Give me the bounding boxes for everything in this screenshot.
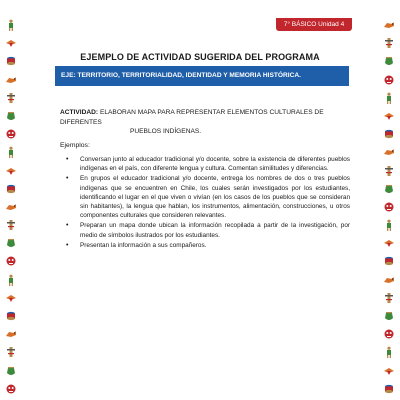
pot-icon [5, 364, 17, 376]
figure-icon [383, 345, 395, 357]
examples-heading: Ejemplos: [60, 142, 90, 149]
list-item-text: En grupos el educador tradicional y/o docente, entrega los nombres de dos o tres pueblos indígenas que se encuentren en Chile, los cuales serán investigados por los estudiantes, identificando el lugar en el que viven o vivían (en los casos de los pueblos que se consideran sin habitantes), la lengua que hablan, los instrumentos, alimentación, construcciones, u otros componentes culturales que consideren relevantes. [80, 175, 350, 220]
fox-icon [383, 18, 395, 30]
pot-icon [383, 309, 395, 321]
fox-icon [5, 200, 17, 212]
eje-banner: EJE: TERRITORIO, TERRITORIALIDAD, IDENTIDAD Y MEMORIA HISTÓRICA. [55, 66, 349, 86]
bird-icon [5, 164, 17, 176]
pot-icon [5, 236, 17, 248]
bullet-icon: • [66, 222, 69, 230]
drum-icon [383, 382, 395, 394]
drum-icon [383, 127, 395, 139]
pot-icon [5, 109, 17, 121]
drum-icon [5, 54, 17, 66]
fox-icon [383, 273, 395, 285]
totem-icon [383, 36, 395, 48]
fox-icon [383, 145, 395, 157]
totem-icon [5, 345, 17, 357]
mask-icon [383, 200, 395, 212]
list-item [60, 174, 350, 220]
drum-icon [5, 309, 17, 321]
figure-icon [5, 145, 17, 157]
figure-icon [383, 218, 395, 230]
activity-title-line2: PUEBLOS INDÍGENAS. [130, 128, 202, 135]
drum-icon [383, 254, 395, 266]
bullet-icon: • [66, 156, 69, 163]
mask-icon [5, 127, 17, 139]
mask-icon [5, 382, 17, 394]
fox-icon [5, 327, 17, 339]
activity-title-line1: ELABORAN MAPA PARA REPRESENTAR ELEMENTOS CULTURALES DE DIFERENTES [60, 109, 324, 126]
list-item [60, 241, 350, 250]
activity-label: ACTIVIDAD: [60, 109, 99, 116]
list-item-text: Preparan un mapa donde ubican la información recopilada a partir de la investigación, por medio de símbolos ilustrados por los estudiantes. [80, 222, 350, 239]
totem-icon [5, 91, 17, 103]
list-item [60, 221, 350, 239]
list-item [60, 155, 350, 173]
bullet-icon: • [66, 241, 69, 249]
bullet-icon: • [66, 175, 69, 183]
bird-icon [383, 364, 395, 376]
activity-block [60, 108, 350, 137]
right-decorative-border [380, 18, 398, 394]
list-item-text: Presentan la información a sus compañeros. [80, 241, 207, 249]
left-decorative-border [2, 18, 20, 394]
totem-icon [5, 218, 17, 230]
figure-icon [383, 91, 395, 103]
mask-icon [5, 254, 17, 266]
pot-icon [383, 182, 395, 194]
list-item-text: Conversan junto al educador tradicional y/o docente, sobre la existencia de diferentes pueblos indígenas en el país, con diferente lengua y cultura. Comentan similitudes y diferencias. [80, 156, 350, 173]
bird-icon [5, 291, 17, 303]
mask-icon [383, 327, 395, 339]
mask-icon [383, 73, 395, 85]
figure-icon [5, 18, 17, 30]
page-title: EJEMPLO DE ACTIVIDAD SUGERIDA DEL PROGRAMA [80, 52, 320, 62]
totem-icon [383, 164, 395, 176]
figure-icon [5, 273, 17, 285]
examples-list [60, 155, 350, 251]
pot-icon [383, 54, 395, 66]
grade-unit-tab: 7° BÁSICO Unidad 4 [276, 18, 352, 31]
bird-icon [383, 109, 395, 121]
fox-icon [5, 73, 17, 85]
drum-icon [5, 182, 17, 194]
bird-icon [383, 236, 395, 248]
bird-icon [5, 36, 17, 48]
totem-icon [383, 291, 395, 303]
